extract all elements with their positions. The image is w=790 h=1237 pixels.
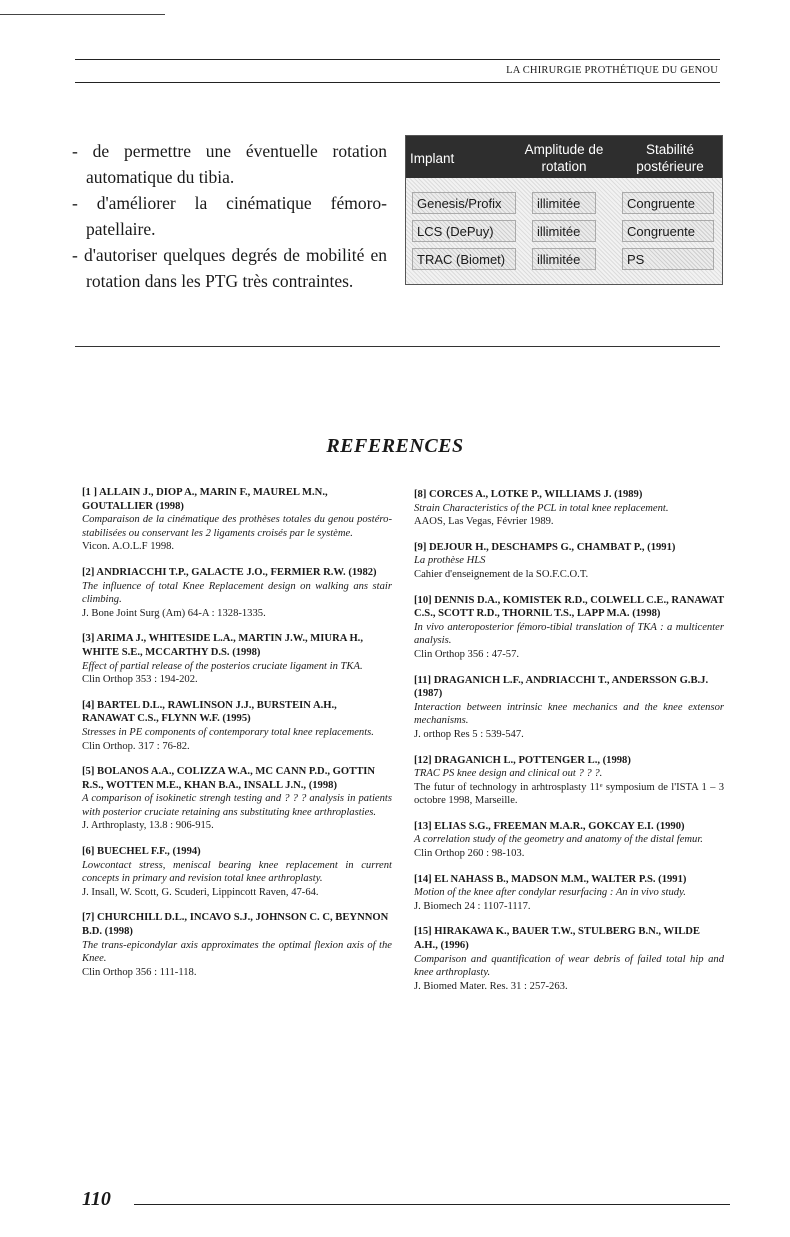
ref-title: A comparison of isokinetic strengh testing and ? ? ? analysis in patients with posterior cruciate retaining ans substituting knee arthroplasties. (82, 793, 392, 818)
ref-source: AAOS, Las Vegas, Février 1989. (414, 516, 554, 528)
ref-authors: [3] ARIMA J., WHITESIDE L.A., MARTIN J.W., MIURA H., WHITE S.E., MCCARTHY D.S. (1998) (82, 633, 363, 658)
ref-source: J. Insall, W. Scott, G. Scuderi, Lippincott Raven, 47-64. (82, 886, 319, 898)
reference-item (414, 754, 724, 808)
ref-title: Comparison and quantification of wear debris of failed total hip and knee arthroplasty. (414, 953, 724, 979)
table-header (406, 136, 722, 178)
ref-source: J. orthop Res 5 : 539-547. (414, 728, 524, 740)
ref-authors: [13] ELIAS S.G., FREEMAN M.A.R., GOKCAY E.I. (1990) (414, 820, 685, 832)
ref-title: Interaction between intrinsic knee mechanics and the knee extensor mechanisms. (414, 701, 724, 727)
ref-title: La prothèse HLS (414, 555, 486, 567)
references-left-column (82, 486, 392, 991)
bullet-item: - d'améliorer la cinématique fémoro-patellaire. (72, 193, 387, 239)
ref-authors: [1 ] ALLAIN J., DIOP A., MARIN F., MAUREL M.N., GOUTALLIER (1998) (82, 487, 328, 512)
ref-source: J. Arthroplasty, 13.8 : 906-915. (82, 820, 214, 832)
ref-source: Clin Orthop 260 : 98-103. (414, 848, 525, 860)
ref-title: TRAC PS knee design and clinical out ? ? ?. (414, 768, 603, 780)
reference-item (414, 674, 724, 742)
reference-item (82, 699, 392, 753)
ref-title: In vivo anteroposterior fémoro-tibial translation of TKA : a multicenter analysis. (414, 621, 724, 647)
ref-authors: [5] BOLANOS A.A., COLIZZA W.A., MC CANN P.D., GOTTIN R.S., WOTTEN M.E., KHAN B.A., INSALL J.N., (1998) (82, 766, 376, 791)
bullet-item: - d'autoriser quelques degrés de mobilité en rotation dans les PTG très contraintes. (72, 245, 387, 291)
th-amplitude: Amplitude de rotation (524, 142, 604, 174)
reference-item (82, 911, 392, 979)
ref-source: J. Biomed Mater. Res. 31 : 257-263. (414, 980, 568, 992)
footer-rule (134, 1204, 730, 1205)
table-cell: illimitée (532, 220, 596, 242)
ref-title: Motion of the knee after condylar resurfacing : An in vivo study. (414, 887, 686, 899)
table-cell: TRAC (Biomet) (412, 248, 516, 270)
table-cell: Congruente (622, 220, 714, 242)
reference-item (414, 925, 724, 993)
bullet-list (72, 138, 387, 294)
bullet-item: - de permettre une éventuelle rotation automatique du tibia. (72, 141, 387, 187)
reference-item (82, 765, 392, 833)
ref-authors: [7] CHURCHILL D.L., INCAVO S.J., JOHNSON C. C, BEYNNON B.D. (1998) (82, 912, 389, 938)
ref-title: The trans-epicondylar axis approximates the optimal flexion axis of the Knee. (82, 939, 392, 965)
ref-authors: [15] HIRAKAWA K., BAUER T.W., STULBERG B.N., WILDE A.H., (1996) (414, 926, 700, 952)
implant-table (405, 135, 723, 285)
ref-source: Clin Orthop 353 : 194-202. (82, 674, 198, 686)
ref-source: Cahier d'enseignement de la SO.F.C.O.T. (414, 568, 589, 580)
ref-authors: [4] BARTEL D.L., RAWLINSON J.J., BURSTEIN A.H., RANAWAT C.S., FLYNN W.F. (1995) (82, 699, 337, 725)
ref-authors: [11] DRAGANICH L.F., ANDRIACCHI T., ANDERSSON G.B.J. (1987) (414, 674, 709, 700)
reference-item (414, 820, 724, 861)
ref-title: Lowcontact stress, meniscal bearing knee replacement in current concepts in primary and revision total knee arthroplasty. (82, 859, 392, 885)
reference-item (82, 845, 392, 899)
ref-source: The futur of technology in arhtrosplasty 11ᵉ symposium de l'ISTA 1 – 3 octobre 1998, Marseille. (414, 781, 724, 807)
th-stabilite: Stabilité postérieure (636, 142, 704, 174)
ref-source: J. Biomech 24 : 1107-1117. (414, 900, 531, 912)
reference-item (414, 541, 724, 582)
ref-authors: [10] DENNIS D.A., KOMISTEK R.D., COLWELL C.E., RANAWAT C.S., SCOTT R.D., THORNIL T.S., LAPP M.A. (1998) (414, 594, 725, 620)
ref-title: Strain Characteristics of the PCL in total knee replacement. (414, 502, 669, 514)
table-body (406, 178, 722, 284)
references-heading: REFERENCES (326, 435, 464, 457)
ref-source: J. Bone Joint Surg (Am) 64-A : 1328-1335. (82, 607, 266, 619)
ref-authors: [14] EL NAHASS B., MADSON M.M., WALTER P.S. (1991) (414, 873, 687, 885)
ref-title: The influence of total Knee Replacement design on walking ans stair climbing. (82, 580, 392, 606)
reference-item (82, 486, 392, 554)
ref-source: Vicon. A.O.L.F 1998. (82, 541, 175, 553)
ref-title: A correlation study of the geometry and anatomy of the distal femur. (414, 834, 703, 846)
ref-authors: [9] DEJOUR H., DESCHAMPS G., CHAMBAT P., (1991) (414, 541, 676, 553)
table-cell: Genesis/Profix (412, 192, 516, 214)
reference-item (82, 632, 392, 686)
page-number: 110 (82, 1188, 111, 1210)
ref-authors: [2] ANDRIACCHI T.P., GALACTE J.O., FERMIER R.W. (1982) (82, 566, 377, 578)
ref-title: Comparaison de la cinématique des prothèses totales du genou postéro-stabilisées ou conservant les 2 ligaments croisés par le système. (82, 514, 392, 539)
ref-source: Clin Orthop. 317 : 76-82. (82, 740, 190, 752)
th-implant: Implant (410, 151, 455, 166)
ref-authors: [6] BUECHEL F.F., (1994) (82, 846, 201, 858)
ref-authors: [8] CORCES A., LOTKE P., WILLIAMS J. (1989) (414, 489, 643, 500)
running-title: LA CHIRURGIE PROTHÉTIQUE DU GENOU (506, 65, 718, 76)
reference-item (414, 873, 724, 914)
top-edge-line (0, 14, 165, 15)
references-right-column (414, 488, 724, 1005)
reference-item (414, 488, 724, 529)
table-cell: LCS (DePuy) (412, 220, 516, 242)
reference-item (414, 594, 724, 662)
ref-title: Stresses in PE components of contemporary total knee replacements. (82, 726, 374, 738)
reference-item (82, 566, 392, 620)
ref-title: Effect of partial release of the posterios cruciate ligament in TKA. (82, 660, 363, 672)
table-cell: illimitée (532, 248, 596, 270)
table-cell: illimitée (532, 192, 596, 214)
section-separator (75, 346, 720, 347)
header-rule-bottom (75, 82, 720, 83)
header-rule-top (75, 59, 720, 60)
ref-source: Clin Orthop 356 : 47-57. (414, 648, 520, 660)
ref-source: Clin Orthop 356 : 111-118. (82, 966, 197, 978)
table-cell: Congruente (622, 192, 714, 214)
table-cell: PS (622, 248, 714, 270)
ref-authors: [12] DRAGANICH L., POTTENGER L., (1998) (414, 754, 631, 766)
